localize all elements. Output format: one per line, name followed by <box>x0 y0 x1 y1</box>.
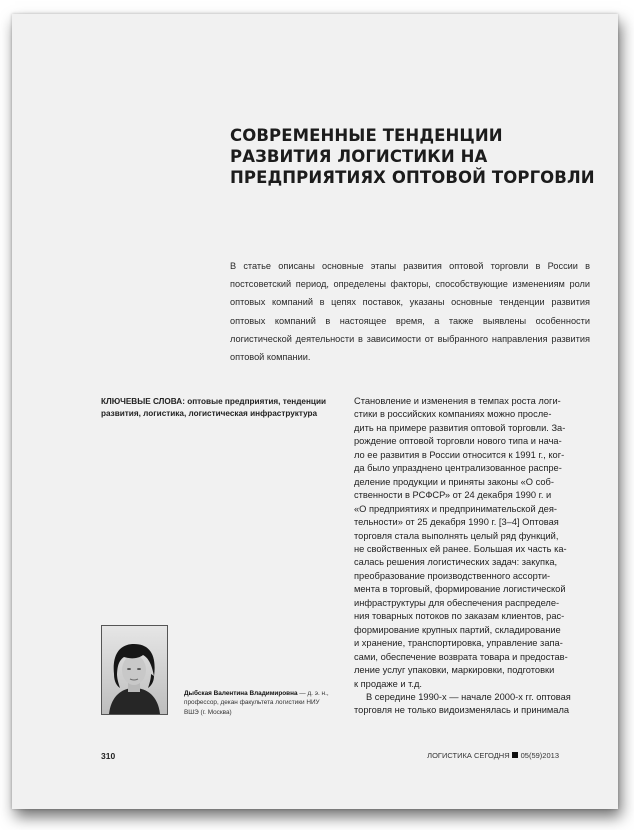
body-line: ственности в РСФСР» от 24 декабря 1990 г. и <box>354 490 552 501</box>
author-name: Дыбская Валентина Владимировна <box>184 690 298 697</box>
author-caption <box>184 689 334 717</box>
body-line: сами, обеспечение возврата товара и предостав- <box>354 651 568 662</box>
body-line: торговля не только видоизменялась и принимала <box>354 705 570 716</box>
page-number: 310 <box>101 751 116 761</box>
author-photo <box>101 625 168 715</box>
body-line: и хранение, транспортировка, управление запа- <box>354 638 563 649</box>
article-title: СОВРЕМЕННЫЕ ТЕНДЕНЦИИ РАЗВИТИЯ ЛОГИСТИКИ НА ПРЕДПРИЯТИЯХ ОПТОВОЙ ТОРГОВЛИ <box>230 126 595 187</box>
body-line: тельности» от 25 декабря 1990 г. [3–4] Оптовая <box>354 517 559 528</box>
body-line: к продаже и т.д. <box>354 678 422 689</box>
article-abstract: В статье описаны основные этапы развития оптовой торговли в России в постсоветский период, определены факторы, способствующие изменениям роли оптовых компаний в цепях поставок, указаны основные тенденции развития оптовых компаний в настоящее время, а также выявлены особенности логистической деятельности в зависимости от выбранного направления развития оптовой компании. <box>230 261 590 363</box>
body-line: да было упразднено централизованное распре- <box>354 463 562 474</box>
keywords-list: оптовые предприятия, тенденции развития, логистика, логистическая инфраструктура <box>101 397 327 418</box>
body-line: рождение оптовой торговли нового типа и нача- <box>354 436 562 447</box>
body-line: дить на примере развития оптовой торговли. За- <box>354 422 566 433</box>
journal-issue: 05(59)2013 <box>520 751 559 760</box>
body-line: ния товарных потоков по заказам клиентов, рас- <box>354 611 565 622</box>
keywords-block <box>101 396 329 419</box>
journal-name: ЛОГИСТИКА СЕГОДНЯ <box>427 751 510 760</box>
body-line: ление услуг упаковки, маркировки, подготовки <box>354 665 555 676</box>
article-body <box>354 395 588 718</box>
body-line: В середине 1990-х — начале 2000-х гг. оптовая <box>366 691 571 702</box>
body-line: торговля стала выполнять целый ряд функций, <box>354 530 559 541</box>
body-line: не свойственных ей ранее. Большая их часть ка- <box>354 543 567 554</box>
body-line: стики в российских компаниях можно просле- <box>354 409 552 420</box>
journal-footer <box>427 751 559 760</box>
keywords-label: КЛЮЧЕВЫЕ СЛОВА: <box>101 397 185 406</box>
body-line: «О предприятиях и предпринимательской дея- <box>354 503 557 514</box>
author-info: — д. э. н., профессор, декан факультета логистики НИУ ВШЭ (г. Москва) <box>184 690 329 716</box>
body-line: мента в торговый, формирование логистической <box>354 584 566 595</box>
body-line: формирование крупных партий, складирование <box>354 624 561 635</box>
body-line: инфраструктуры для обеспечения распределе- <box>354 597 560 608</box>
square-separator-icon <box>512 752 518 758</box>
body-line: салась решения логистических задач: закупка, <box>354 557 558 568</box>
body-line: деление продукции и приняты законы «О соб- <box>354 476 554 487</box>
body-line: преобразование производственного ассорти- <box>354 570 551 581</box>
body-line: ло ее развития в России относится к 1991 г., ког- <box>354 449 565 460</box>
journal-page <box>12 14 618 809</box>
body-line: Становление и изменения в темпах роста логи- <box>354 396 561 406</box>
